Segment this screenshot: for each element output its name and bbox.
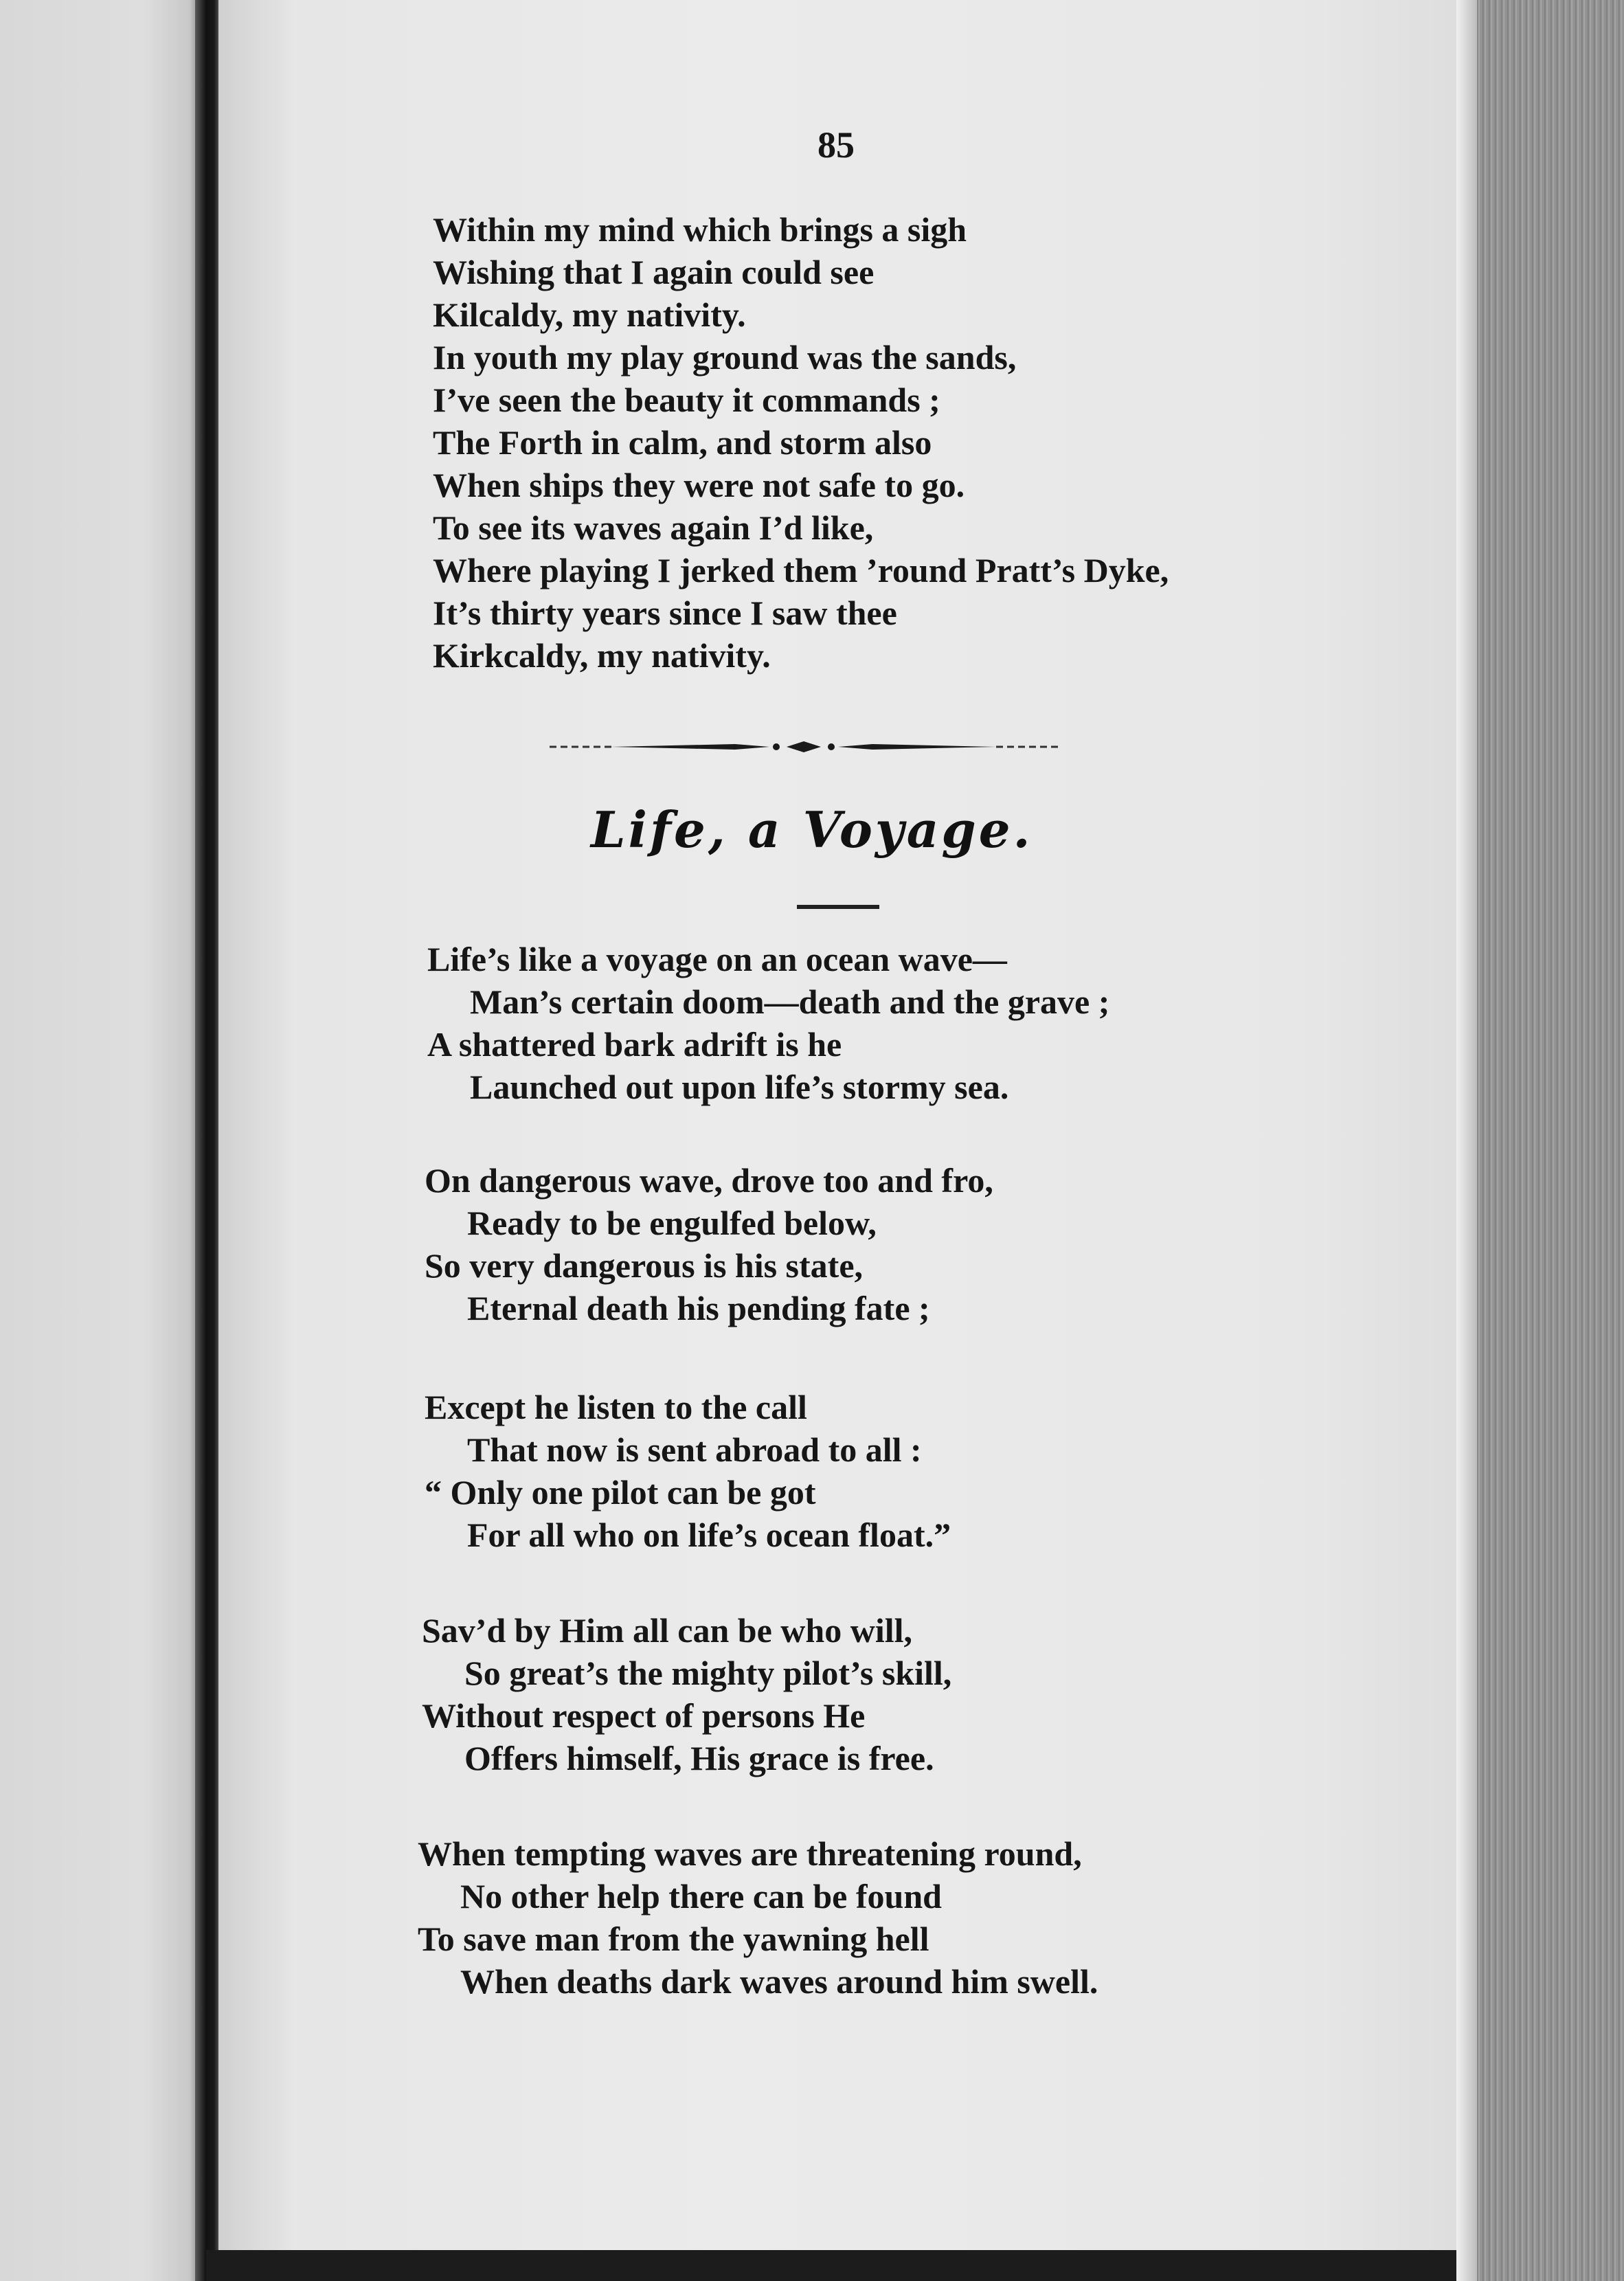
poem-line: So very dangerous is his state, [425,1246,864,1285]
stanza [427,938,1109,1108]
page-edges [1456,0,1624,2281]
stanza [418,1832,1098,2003]
poem-line: Where playing I jerked them ’round Pratt’s Dyke, [433,551,1169,589]
page-number: 85 [817,124,855,166]
poem-line: When deaths dark waves around him swell. [460,1962,1098,2001]
poem-line: When tempting waves are threatening round, [418,1834,1082,1873]
page-edge-shadow [1456,0,1477,2281]
poem-line: When ships they were not safe to go. [433,466,965,504]
poem-line: Without respect of persons He [422,1696,866,1735]
left-facing-page [0,0,206,2281]
poem-line: Kirkcaldy, my nativity. [433,636,771,675]
poem-line: Within my mind which brings a sigh [433,210,967,249]
poem-line: That now is sent abroad to all : [467,1430,922,1469]
poem-line: Eternal death his pending fate ; [467,1289,930,1327]
poem-line: Life’s like a voyage on an ocean wave— [427,940,1007,978]
poem-line: Except he listen to the call [425,1388,807,1426]
poem-line: In youth my play ground was the sands, [433,338,1017,377]
poem-line: For all who on life’s ocean float.” [467,1516,951,1554]
ornamental-divider [550,739,1058,755]
poem-line: To see its waves again I’d like, [433,508,874,547]
poem-line: I’ve seen the beauty it commands ; [433,381,940,419]
stanza [422,1609,951,1779]
poem-line: Launched out upon life’s stormy sea. [470,1068,1009,1106]
poem-title: Life, a Voyage. [591,800,1033,859]
poem-line: To save man from the yawning hell [418,1920,929,1958]
poem-line: No other help there can be found [460,1877,942,1915]
poem-line: “ Only one pilot can be got [425,1473,816,1512]
poem-line: The Forth in calm, and storm also [433,423,932,462]
bottom-shadow [206,2250,1456,2281]
stanza [425,1386,951,1556]
poem-line: Man’s certain doom—death and the grave ; [470,982,1110,1021]
poem-line: On dangerous wave, drove too and fro, [425,1161,993,1200]
poem-line: Kilcaldy, my nativity. [433,295,746,334]
poem-line: Ready to be engulfed below, [467,1204,877,1242]
poem-line: So great’s the mighty pilot’s skill, [464,1654,952,1692]
poem-line: Sav’d by Him all can be who will, [422,1611,912,1650]
poem-line: It’s thirty years since I saw thee [433,594,897,632]
poem-line: Wishing that I again could see [433,253,875,291]
stanza [425,1159,993,1329]
stanza-continued [433,208,1169,677]
poem-line: Offers himself, His grace is free. [464,1739,934,1777]
poem-line: A shattered bark adrift is he [427,1025,842,1064]
title-rule [797,905,879,909]
